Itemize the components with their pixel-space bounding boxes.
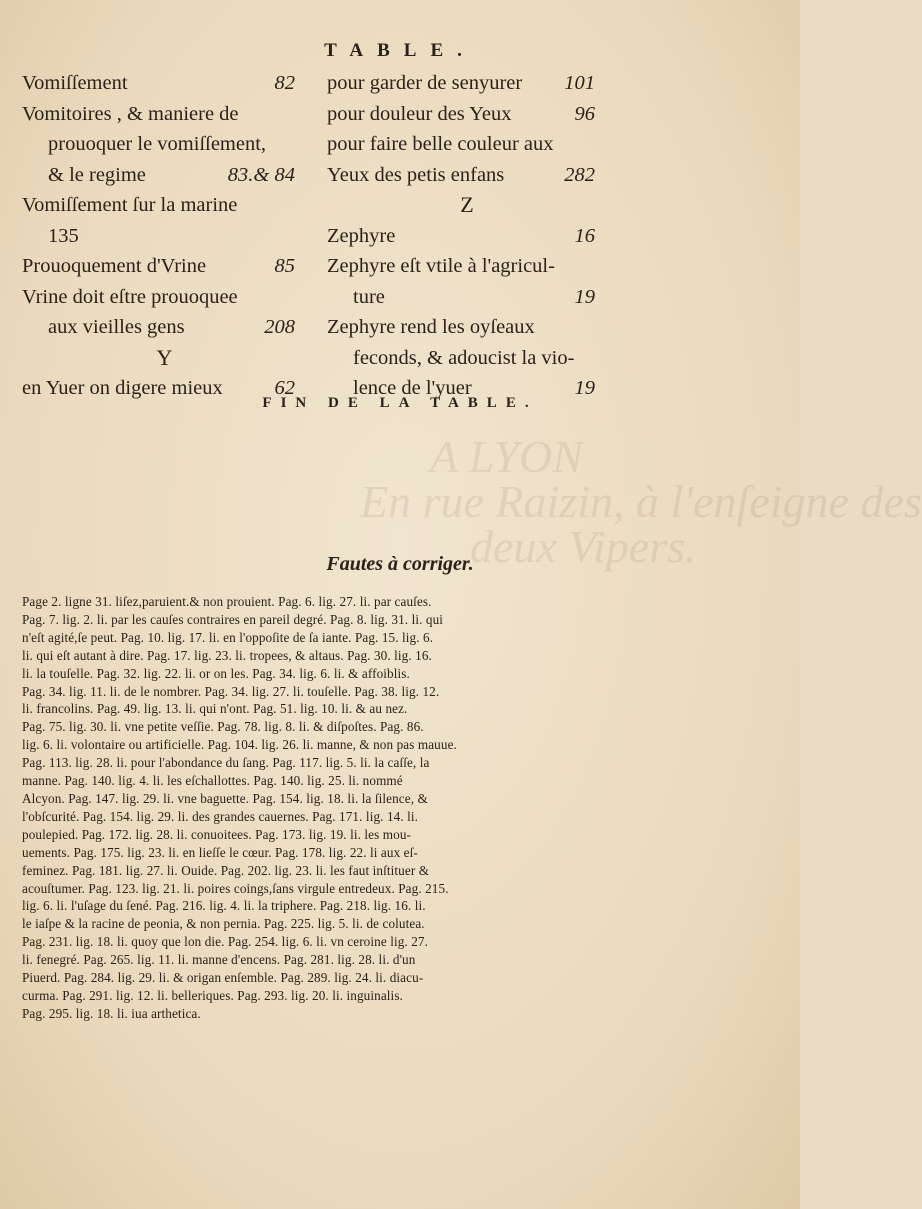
index-section-letter (327, 190, 607, 221)
errata-line: Pag. 231. lig. 18. li. quoy que lon die. Pag. 254. lig. 6. li. vn ceroine lig. 27. (22, 934, 428, 950)
index-entry (327, 312, 607, 343)
index-entry-text: Yeux des petis enfans (327, 163, 505, 186)
index-entry-text: pour douleur des Yeux (327, 102, 512, 125)
index-right-column (327, 68, 607, 404)
index-entry (327, 129, 607, 160)
errata-line: acouſtumer. Pag. 123. lig. 21. li. poires coings,ſans virgule entredeux. Pag. 215. (22, 880, 449, 896)
index-entry-page: 282 (564, 163, 595, 186)
index-entry (327, 343, 607, 374)
errata-line: Pag. 295. lig. 18. li. iua arthetica. (22, 1005, 201, 1021)
errata-line: li. qui eſt autant à dire. Pag. 17. lig. 23. li. tropees, & altaus. Pag. 30. lig. 16. (22, 647, 432, 663)
index-entry (22, 282, 307, 313)
index-entry-text: Zephyre rend les oyſeaux (327, 316, 535, 338)
index-section-letter (22, 343, 307, 374)
index-entry-page: 62 (274, 377, 295, 399)
errata-line: li. fenegré. Pag. 265. lig. 11. li. manne d'encens. Pag. 281. lig. 28. li. d'un (22, 952, 416, 968)
index-entry-text: lence de l'yuer (353, 377, 472, 399)
errata-line: le iaſpe & la racine de peonia, & non pernia. Pag. 225. lig. 5. li. de colutea. (22, 916, 425, 932)
errata-line: n'eſt agité,ſe peut. Pag. 10. lig. 17. li. en l'oppoſite de ſa iante. Pag. 15. lig. 6. (22, 629, 434, 645)
index-entry-page: 19 (574, 285, 595, 308)
errata-list (22, 593, 612, 1023)
index-entry-text: feconds, & adoucist la vio- (353, 346, 575, 369)
index-entry (22, 221, 307, 252)
errata-line: l'obſcurité. Pag. 154. lig. 29. li. des grandes cauernes. Pag. 171. lig. 14. li. (22, 808, 419, 824)
errata-line: feminez. Pag. 181. lig. 27. li. Ouide. Pag. 202. lig. 23. li. les faut inſtituer & (22, 862, 430, 878)
index-entry-text: Zephyre (327, 224, 396, 247)
index-entry-page: 82 (274, 72, 295, 94)
index-entry (22, 68, 307, 99)
index-entry-text: Prouoquement d'Vrine (22, 255, 207, 277)
index-entry-text: pour garder de senyurer (327, 72, 523, 94)
errata-line: Page 2. ligne 31. liſez,paruient.& non prouient. Pag. 6. lig. 27. li. par cauſes. (22, 594, 432, 609)
end-of-table: FIN DE LA TABLE. (262, 395, 538, 411)
errata-line: Pag. 34. lig. 11. li. de le nombrer. Pag. 34. lig. 27. li. touſelle. Pag. 38. lig. 12. (22, 683, 440, 699)
errata-line: Alcyon. Pag. 147. lig. 29. li. vne baguette. Pag. 154. lig. 18. li. la ſilence, & (22, 790, 428, 806)
index-entry (22, 160, 307, 191)
errata-line: Pag. 113. lig. 28. li. pour l'abondance du ſang. Pag. 117. lig. 5. li. la caſſe, la (22, 755, 430, 771)
errata-line: li. la touſelle. Pag. 32. lig. 22. li. or on les. Pag. 34. lig. 6. li. & affoiblis. (22, 665, 410, 681)
index-entry-text: aux vieilles gens (48, 316, 185, 338)
index-entry-page: 208 (264, 316, 295, 338)
index-entry (22, 129, 307, 160)
index-entry-text: Zephyre eſt vtile à l'agricul- (327, 255, 555, 277)
index-entry-text: 135 (48, 224, 79, 247)
errata-line: lig. 6. li. l'uſage du ſené. Pag. 216. lig. 4. li. la triphere. Pag. 218. lig. 16. li. (22, 898, 426, 914)
errata-line: manne. Pag. 140. lig. 4. li. les eſchallottes. Pag. 140. lig. 25. li. nommé (22, 773, 403, 789)
index-entry-text: Vomitoires , & maniere de (22, 102, 239, 125)
errata-line: curma. Pag. 291. lig. 12. li. belleriques. Pag. 293. lig. 20. li. inguinalis. (22, 987, 403, 1003)
show-through-text: deux Vipers. (470, 521, 697, 572)
index-entry-page: 83.& 84 (227, 163, 295, 186)
index-entry-page: 19 (574, 377, 595, 399)
index-entry-text: Vrine doit eſtre prouoquee (22, 285, 238, 308)
page-header: TABLE. (324, 40, 476, 61)
index-entry-text: pour faire belle couleur aux (327, 133, 554, 155)
index-entry (327, 68, 607, 99)
index-entry-page: 16 (574, 224, 595, 247)
index-entry-page: 101 (564, 72, 595, 94)
index-entry-page: 96 (574, 102, 595, 125)
errata-line: poulepied. Pag. 172. lig. 28. li. conuoitees. Pag. 173. lig. 19. li. les mou- (22, 826, 412, 842)
show-through-text: En rue Raizin, à l'enſeigne des (360, 476, 922, 527)
index-entry-text: ture (353, 285, 385, 308)
errata-line: uements. Pag. 175. lig. 23. li. en lieſſe le cœur. Pag. 178. lig. 22. li aux eſ- (22, 844, 418, 860)
index-left-column (22, 68, 307, 404)
index-entry (327, 99, 607, 130)
index-entry-text: & le regime (48, 163, 146, 186)
index-entry-text: Y (156, 344, 173, 370)
errata-title: Fautes à corriger. (326, 553, 474, 575)
index-entry-text: Vomiſſement ſur la marine (22, 194, 238, 216)
errata-line: li. francolins. Pag. 49. lig. 13. li. qui n'ont. Pag. 51. lig. 10. li. & au nez. (22, 701, 408, 717)
index-entry (22, 251, 307, 282)
index-entry-text: Vomiſſement (22, 72, 128, 94)
index-entry-text: prouoquer le vomiſſement, (48, 133, 267, 155)
index-entry-text: en Yuer on digere mieux (22, 377, 223, 399)
errata-line: lig. 6. li. volontaire ou artificielle. Pag. 104. lig. 26. li. manne, & non pas mauue. (22, 737, 457, 753)
index-entry (327, 221, 607, 252)
errata-line: Pag. 75. lig. 30. li. vne petite veſſie. Pag. 78. lig. 8. li. & diſpoſtes. Pag. 86. (22, 719, 424, 735)
index-entry (22, 190, 307, 221)
errata-line: Pag. 7. lig. 2. li. par les cauſes contraires en pareil degré. Pag. 8. lig. 31. li. qui (22, 611, 444, 627)
index-entry (327, 282, 607, 313)
index-entry (22, 312, 307, 343)
index-entry (22, 99, 307, 130)
errata-line: Piuerd. Pag. 284. lig. 29. li. & origan enſemble. Pag. 289. lig. 24. li. diacu- (22, 970, 424, 986)
show-through-text: A LYON (430, 431, 583, 482)
index-entry-text: Z (460, 192, 474, 217)
index-entry-page: 85 (274, 255, 295, 277)
index-entry (327, 160, 607, 191)
index-entry (327, 251, 607, 282)
